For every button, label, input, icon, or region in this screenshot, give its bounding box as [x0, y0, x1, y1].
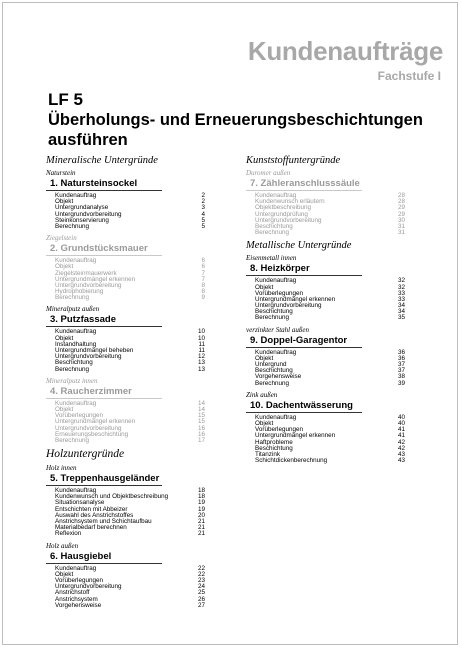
toc-entry-label: Hydrophobierung: [55, 288, 104, 296]
section-material-label: Eisenmetall innen: [246, 254, 297, 263]
toc-entry-label: Auswahl des Anstrichstoffes: [55, 511, 134, 519]
toc-entry-page: 10: [197, 334, 205, 342]
toc-entry-label: Materialbedarf berechnen: [55, 524, 127, 532]
toc-entry-label: Berechnung: [55, 365, 89, 373]
toc-entry-label: Anstrichsystem und Schichtaufbau: [55, 518, 152, 525]
toc-column-right: [246, 155, 416, 468]
toc-entry-page: 18: [197, 493, 205, 501]
toc-entry-label: Titanzink: [255, 450, 280, 458]
toc-section: [246, 169, 416, 236]
toc-entry-page: 33: [397, 289, 405, 297]
toc-entry-page: 2: [201, 198, 205, 206]
toc-entry-label: Untergrundvorbereitung: [255, 216, 322, 224]
toc-entry-label: Entschichten mit Abbeizer: [55, 505, 128, 513]
toc-entry-label: Untergrundvorbereitung: [55, 353, 122, 361]
toc-entry-page: 39: [397, 379, 405, 387]
section-title[interactable]: 10. Dachentwässerung: [246, 400, 362, 413]
toc-entry-label: Untergrundmängel erkennen: [55, 275, 136, 283]
toc-entry-page: 5: [201, 216, 205, 224]
toc-entry-label: Kundenauftrag: [255, 413, 297, 421]
toc-entry-page: 21: [197, 524, 205, 532]
toc-entry-page: 15: [197, 418, 205, 426]
toc-entry-page: 3: [201, 204, 205, 212]
toc-entry-label: Objekt: [55, 263, 74, 271]
toc-entry-page: 38: [397, 373, 405, 381]
toc-entry-label: Berechnung: [255, 379, 289, 387]
toc-entry-page: 32: [397, 283, 405, 291]
toc-entry-page: 20: [197, 511, 205, 519]
toc-entry[interactable]: [46, 438, 205, 444]
toc-entry-page: 16: [197, 430, 205, 438]
toc-entry[interactable]: [46, 603, 205, 609]
toc-entry-label: Kundenauftrag: [255, 277, 297, 285]
toc-entry-label: Instandhaltung: [55, 340, 97, 348]
toc-entry-label: Kundenauftrag: [55, 487, 97, 495]
toc-entry-label: Vorüberlegungen: [55, 412, 103, 420]
toc-entry-label: Kundenwunsch erläutern: [255, 198, 325, 206]
category-heading: Holzuntergründe: [46, 448, 125, 461]
toc-entry-page: 6: [201, 263, 205, 271]
toc-entry[interactable]: [46, 295, 205, 301]
toc-entry-label: Beschichtung: [255, 367, 293, 375]
toc-entry-page: 27: [197, 601, 205, 609]
toc-entry-page: 21: [197, 518, 205, 525]
toc-entry-page: 16: [197, 424, 205, 432]
toc-entry-page: 10: [197, 328, 205, 336]
toc-entry-page: 14: [197, 399, 205, 407]
toc-entry-page: 14: [197, 405, 205, 413]
toc-entry-label: Untergrundvorbereitung: [55, 281, 122, 289]
toc-entry-page: 13: [197, 365, 205, 373]
section-title[interactable]: 6. Hausgiebel: [46, 551, 162, 564]
toc-entry-page: 7: [201, 275, 205, 283]
toc-entry-label: Objekt: [55, 570, 74, 578]
toc-entry-page: 37: [397, 367, 405, 375]
toc-entry-page: 7: [201, 269, 205, 277]
toc-entry-label: Untergrundvorbereitung: [55, 583, 122, 591]
toc-entry-label: Kundenauftrag: [55, 399, 97, 407]
toc-entry-label: Kundenwunsch und Objektbeschreibung: [55, 493, 169, 501]
section-material-label: Duromer außen: [246, 169, 291, 177]
toc-entry-label: Vorüberlegungen: [55, 576, 103, 584]
toc-entry-label: Beschichtung: [255, 222, 293, 230]
toc-entry-page: 36: [397, 348, 405, 356]
toc-entry-page: 19: [197, 505, 205, 513]
toc-entry-label: Untergrundmängel erkennen: [255, 432, 336, 440]
toc-entry-page: 43: [397, 450, 405, 458]
toc-entry-page: 13: [197, 359, 205, 367]
toc-entry-label: Vorüberlegungen: [255, 426, 303, 434]
toc-section: [246, 391, 416, 465]
toc-entry-page: 34: [397, 308, 405, 316]
section-material-label: verzinkter Stahl außen: [246, 325, 309, 334]
toc-entry-page: 24: [197, 583, 205, 591]
toc-entry-page: 11: [198, 340, 205, 348]
toc-entry-page: 32: [397, 277, 405, 285]
section-title[interactable]: 9. Doppel-Garagentor: [246, 335, 362, 348]
toc-entry-page: 42: [397, 444, 405, 452]
toc-entry-label: Untergrundprüfung: [255, 210, 308, 218]
toc-entry-label: Kundenauftrag: [255, 348, 297, 356]
toc-entry-page: 8: [201, 281, 205, 289]
toc-entry-label: Untergrundvorbereitung: [255, 302, 322, 310]
toc-section: [46, 464, 216, 538]
section-title[interactable]: 8. Heizkörper: [246, 263, 362, 276]
section-title[interactable]: 1. Natursteinsockel: [46, 178, 162, 191]
category-heading: Kunststoffuntergründe: [246, 155, 341, 166]
toc-entry[interactable]: [246, 315, 405, 321]
section-material-label: Naturstein: [46, 169, 76, 177]
toc-entry-page: 28: [397, 192, 405, 199]
toc-entry-page: 33: [397, 295, 405, 303]
toc-entry-label: Anstrichstoff: [55, 589, 90, 597]
toc-entry-page: 11: [198, 347, 205, 354]
toc-entry-label: Untergrundmängel erkennen: [55, 418, 136, 426]
toc-entry-page: 25: [197, 589, 205, 597]
toc-entry-page: 31: [397, 222, 405, 230]
section-title[interactable]: 4. Raucherzimmer: [46, 386, 162, 399]
toc-entry-label: Untergrundanalyse: [55, 204, 109, 212]
toc-entry-page: 17: [197, 436, 205, 444]
toc-entry-label: Erneuerungsbeschichtung: [55, 430, 129, 438]
toc-entry-page: 8: [201, 288, 205, 296]
toc-entry-label: Kundenauftrag: [55, 192, 97, 199]
toc-entry-label: Objekt: [55, 405, 74, 413]
page-title: Überholungs- und Erneuerungsbeschichtungen ausführen: [48, 111, 423, 149]
toc-entry-label: Vorgehensweise: [255, 373, 302, 381]
toc-entry-page: 23: [197, 576, 205, 584]
toc-entry[interactable]: [246, 230, 405, 236]
learning-field-label: LF 5: [48, 90, 83, 109]
toc-entry-page: 36: [397, 354, 405, 362]
toc-entry-page: 4: [201, 210, 205, 218]
toc-entry-page: 15: [197, 412, 205, 420]
section-material-label: Holz innen: [46, 464, 77, 473]
toc-entry-page: 9: [201, 294, 205, 302]
toc-entry-label: Objekt: [255, 283, 274, 291]
toc-entry-page: 37: [397, 361, 405, 368]
category-heading: Metallische Untergründe: [246, 240, 352, 252]
toc-entry-page: 34: [397, 302, 405, 310]
toc-entry-label: Berechnung: [55, 222, 89, 230]
section-material-label: Holz außen: [46, 541, 79, 550]
toc-entry-label: Objekt: [55, 334, 74, 342]
toc-entry-label: Reflexion: [55, 530, 82, 538]
toc-entry-label: Kundenauftrag: [255, 192, 297, 199]
toc-entry-label: Objekt: [255, 419, 274, 427]
toc-entry-label: Vorgehensweise: [55, 601, 102, 609]
toc-entry[interactable]: [46, 531, 205, 537]
section-material-label: Ziegelstein: [46, 234, 77, 243]
section-material-label: Mineralputz außen: [46, 305, 100, 314]
section-title[interactable]: 3. Putzfassade: [46, 314, 162, 327]
toc-section: [246, 254, 416, 321]
toc-column-left: [46, 155, 216, 613]
section-title[interactable]: 7. Zähleranschlusssäule: [246, 178, 362, 191]
category-heading: Mineralische Untergründe: [46, 155, 158, 166]
toc-entry-label: Objektbeschreibung: [255, 204, 312, 212]
toc-entry-label: Untergrundvorbereitung: [55, 424, 122, 432]
toc-entry-label: Situationsanalyse: [55, 499, 105, 507]
toc-entry-label: Schichtdickenberechnung: [255, 457, 328, 465]
toc-entry-label: Untergrundvorbereitung: [55, 210, 122, 218]
toc-entry-label: Anstrichsystem: [55, 595, 98, 603]
toc-section: [46, 305, 216, 372]
toc-entry-page: 31: [397, 229, 405, 237]
toc-entry-page: 2: [201, 192, 205, 199]
toc-entry-page: 12: [197, 353, 205, 361]
toc-entry-page: 19: [197, 499, 205, 507]
toc-entry-page: 5: [201, 222, 205, 230]
toc-entry-label: Beschichtung: [255, 444, 293, 452]
toc-entry-label: Untergrundmängel erkennen: [255, 295, 336, 303]
toc-entry-label: Kundenauftrag: [55, 564, 97, 572]
section-material-label: Mineralputz innen: [46, 376, 98, 385]
toc-entry[interactable]: [246, 458, 405, 464]
toc-entry[interactable]: [46, 367, 205, 373]
toc-entry-label: Beschichtung: [255, 308, 293, 316]
toc-entry-label: Berechnung: [255, 229, 289, 237]
book-title: Kundenaufträge: [247, 36, 443, 66]
toc-entry-page: 43: [397, 457, 405, 465]
toc-entry-label: Untergrundmängel beheben: [55, 347, 134, 354]
toc-entry-label: Kundenauftrag: [55, 328, 97, 336]
toc-entry-page: 42: [397, 438, 405, 446]
section-title[interactable]: 2. Grundstücksmauer: [46, 243, 162, 256]
toc-entry-label: Objekt: [255, 354, 274, 362]
toc-section: [46, 542, 216, 609]
toc-entry-page: 40: [397, 419, 405, 427]
toc-entry-page: 41: [397, 432, 405, 440]
toc-entry-page: 29: [397, 210, 405, 218]
toc-entry-page: 30: [397, 216, 405, 224]
toc-entry-label: Objekt: [55, 198, 74, 206]
toc-entry-page: 28: [397, 198, 405, 206]
toc-entry-page: 35: [397, 314, 405, 322]
toc-entry-page: 22: [197, 564, 205, 572]
toc-entry-label: Berechnung: [255, 314, 289, 322]
section-material-label: Zink außen: [246, 390, 278, 399]
toc-entry-page: 18: [197, 487, 205, 495]
toc-entry-label: Beschichtung: [55, 359, 93, 367]
toc-entry-label: Haftprobleme: [255, 438, 293, 446]
toc-section: [246, 326, 416, 387]
toc-entry-label: Ziegelsteinmauerwerk: [55, 269, 117, 277]
toc-entry[interactable]: [246, 381, 405, 387]
toc-section: [46, 169, 216, 230]
toc-entry-label: Untergrund: [255, 361, 287, 368]
toc-entry-page: 40: [397, 413, 405, 421]
toc-entry-label: Steinkonservierung: [55, 216, 109, 224]
toc-entry-label: Vorüberlegungen: [255, 289, 303, 297]
toc-entry-label: Kundenauftrag: [55, 257, 97, 265]
toc-entry-page: 29: [397, 204, 405, 212]
section-title[interactable]: 5. Treppenhausgeländer: [46, 473, 162, 486]
toc-entry-page: 21: [197, 530, 205, 538]
toc-entry-page: 41: [397, 426, 405, 434]
toc-entry-label: Berechnung: [55, 294, 89, 302]
toc-entry-label: Berechnung: [55, 436, 89, 444]
toc-entry-page: 22: [197, 570, 205, 578]
toc-section: [46, 234, 216, 301]
toc-entry[interactable]: [46, 224, 205, 230]
toc-section: [46, 377, 216, 444]
toc-entry-page: 6: [201, 257, 205, 265]
toc-entry-page: 26: [197, 595, 205, 603]
book-subtitle: Fachstufe I: [377, 69, 441, 83]
